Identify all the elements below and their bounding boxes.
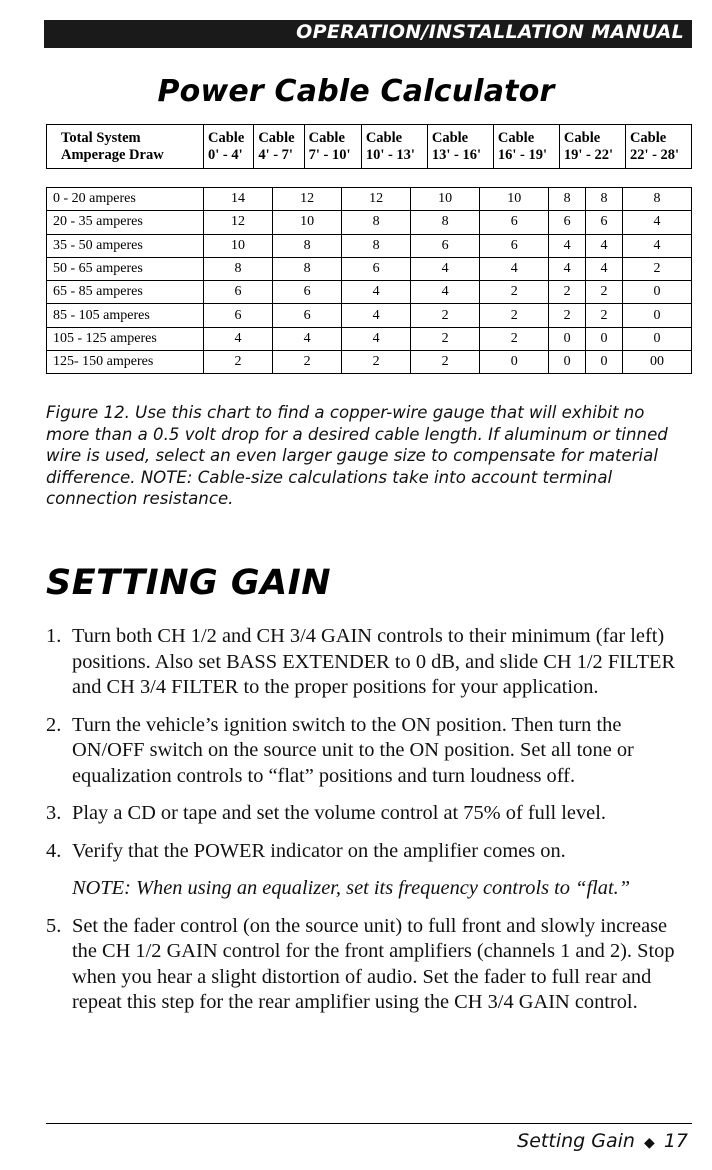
header-cell: Cable 4' - 7'	[254, 125, 304, 169]
list-item: 1. Turn both CH 1/2 and CH 3/4 GAIN controls to their minimum (far left) positions. Also set BASS EXTENDER to 0 dB, and slide CH 1/2 FILTER and CH 3/4 FILTER to the proper positions for your application.	[46, 625, 676, 698]
gauge-cell: 2	[204, 351, 273, 374]
gauge-cell: 2	[586, 304, 623, 327]
list-item: 5. Set the fader control (on the source unit) to full front and slowly increase the CH 1/2 GAIN control for the front amplifiers (channels 1 and 2). Stop when you hear a slight distortion of audio. Set the fader to full rear and repeat this step for the rear amplifier using the CH 3/4 GAIN control.	[46, 914, 675, 1013]
list-item: 4. Verify that the POWER indicator on the amplifier comes on.	[46, 839, 566, 862]
diamond-icon: ◆	[643, 1135, 655, 1151]
gauge-cell: 6	[273, 281, 342, 304]
list-item: 2. Turn the vehicle’s ignition switch to the ON position. Then turn the ON/OFF switch on the source unit to the ON position. Set all tone or equalization controls to “flat” positions and turn loudness off.	[46, 713, 634, 787]
gauge-cell: 4	[411, 281, 480, 304]
gauge-cell: 10	[480, 188, 549, 211]
gauge-cell: 2	[480, 281, 549, 304]
gauge-cell: 2	[342, 351, 411, 374]
steps-list	[46, 624, 692, 1028]
gauge-cell: 0	[586, 327, 623, 350]
footer-rule	[46, 1123, 692, 1124]
amperage-cell: 125- 150 amperes	[47, 351, 204, 374]
gauge-cell: 8	[549, 188, 586, 211]
gauge-cell: 12	[273, 188, 342, 211]
gauge-cell: 4	[549, 257, 586, 280]
amperage-cell: 35 - 50 amperes	[47, 234, 204, 257]
gauge-cell: 8	[411, 211, 480, 234]
gauge-cell: 6	[480, 234, 549, 257]
gauge-cell: 8	[622, 188, 691, 211]
gauge-cell: 6	[549, 211, 586, 234]
calculator-data-table	[46, 187, 692, 374]
gauge-cell: 0	[622, 304, 691, 327]
gauge-cell: 2	[411, 304, 480, 327]
figure-caption: Figure 12. Use this chart to find a copper-wire gauge that will exhibit no more than a 0.5 volt drop for a desired cable length. If aluminum or tinned wire is used, select an even larger gauge size to compensate for material difference. NOTE: Cable-size calculations take into account terminal connection resistance.	[46, 403, 668, 508]
header-bar	[44, 20, 692, 48]
gauge-cell: 2	[586, 281, 623, 304]
gauge-cell: 14	[204, 188, 273, 211]
gauge-cell: 4	[622, 211, 691, 234]
gauge-cell: 4	[273, 327, 342, 350]
gauge-cell: 0	[549, 327, 586, 350]
gauge-cell: 4	[622, 234, 691, 257]
gauge-cell: 00	[622, 351, 691, 374]
gauge-cell: 4	[549, 234, 586, 257]
page-footer	[517, 1130, 688, 1152]
gauge-cell: 10	[273, 211, 342, 234]
gauge-cell: 8	[273, 257, 342, 280]
calculator-title: Power Cable Calculator	[157, 74, 555, 109]
amperage-cell: 105 - 125 amperes	[47, 327, 204, 350]
header-cell: Cable 13' - 16'	[427, 125, 493, 169]
gauge-cell: 4	[586, 234, 623, 257]
gauge-cell: 4	[342, 327, 411, 350]
gauge-cell: 4	[586, 257, 623, 280]
amperage-cell: 20 - 35 amperes	[47, 211, 204, 234]
table-row	[47, 304, 692, 327]
gauge-cell: 6	[273, 304, 342, 327]
list-item: 3. Play a CD or tape and set the volume control at 75% of full level.	[46, 802, 606, 824]
gauge-cell: 12	[342, 188, 411, 211]
amperage-cell: 0 - 20 amperes	[47, 188, 204, 211]
gauge-cell: 0	[622, 327, 691, 350]
header-cell: Cable 19' - 22'	[559, 125, 625, 169]
gauge-cell: 8	[273, 234, 342, 257]
gauge-cell: 2	[411, 327, 480, 350]
gauge-cell: 8	[342, 211, 411, 234]
amperage-cell: 65 - 85 amperes	[47, 281, 204, 304]
gauge-cell: 0	[480, 351, 549, 374]
gauge-cell: 4	[480, 257, 549, 280]
gauge-cell: 4	[342, 304, 411, 327]
calculator-header-table	[46, 124, 692, 169]
table-row	[47, 351, 692, 374]
gauge-cell: 0	[549, 351, 586, 374]
gauge-cell: 2	[622, 257, 691, 280]
gauge-cell: 4	[342, 281, 411, 304]
gauge-cell: 8	[204, 257, 273, 280]
table-row	[47, 281, 692, 304]
header-cell: Cable 22' - 28'	[625, 125, 691, 169]
gauge-cell: 2	[480, 304, 549, 327]
table-row	[47, 234, 692, 257]
footer-section-name: Setting Gain	[517, 1130, 635, 1152]
gauge-cell: 10	[411, 188, 480, 211]
table-row	[47, 211, 692, 234]
gauge-cell: 2	[480, 327, 549, 350]
header-cell: Cable 0' - 4'	[204, 125, 254, 169]
gauge-cell: 0	[586, 351, 623, 374]
gauge-cell: 6	[411, 234, 480, 257]
gauge-cell: 2	[549, 281, 586, 304]
gauge-cell: 6	[586, 211, 623, 234]
manual-title: OPERATION/INSTALLATION MANUAL	[296, 21, 684, 43]
gauge-cell: 6	[204, 281, 273, 304]
gauge-cell: 2	[411, 351, 480, 374]
page-number: 17	[663, 1130, 688, 1152]
header-cell: Cable 16' - 19'	[493, 125, 559, 169]
gauge-cell: 10	[204, 234, 273, 257]
amperage-cell: 85 - 105 amperes	[47, 304, 204, 327]
note-text: NOTE: When using an equalizer, set its frequency controls to “flat.”	[72, 877, 631, 899]
table-row	[47, 188, 692, 211]
amperage-cell: 50 - 65 amperes	[47, 257, 204, 280]
gauge-cell: 8	[342, 234, 411, 257]
gauge-cell: 0	[622, 281, 691, 304]
header-cell: Cable 10' - 13'	[361, 125, 427, 169]
gauge-cell: 4	[411, 257, 480, 280]
gauge-cell: 6	[342, 257, 411, 280]
table-row	[47, 327, 692, 350]
gauge-cell: 12	[204, 211, 273, 234]
gauge-cell: 2	[273, 351, 342, 374]
gauge-cell: 4	[204, 327, 273, 350]
gauge-cell: 6	[204, 304, 273, 327]
section-title: SETTING GAIN	[46, 563, 332, 603]
header-cell: Cable 7' - 10'	[304, 125, 361, 169]
table-row	[47, 257, 692, 280]
gauge-cell: 2	[549, 304, 586, 327]
header-cell: Total System Amperage Draw	[47, 125, 204, 169]
gauge-cell: 6	[480, 211, 549, 234]
gauge-cell: 8	[586, 188, 623, 211]
